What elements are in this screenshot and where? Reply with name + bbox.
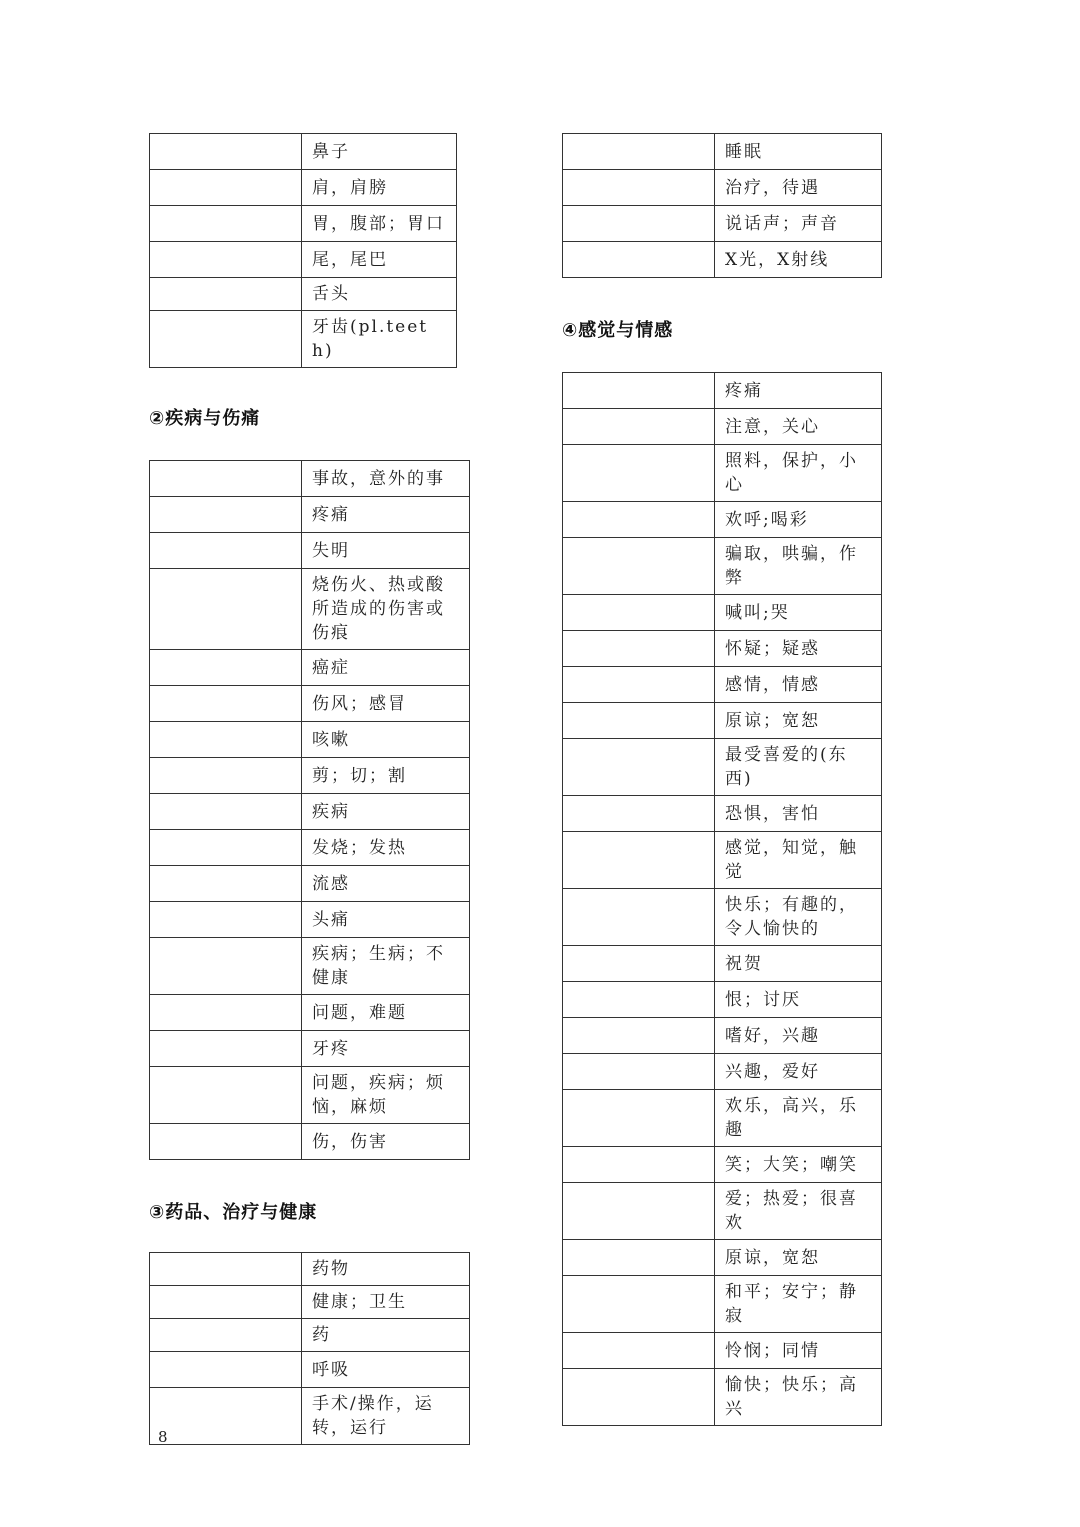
table-row bbox=[563, 1240, 882, 1276]
section-heading-illness: ②疾病与伤痛 bbox=[149, 408, 261, 429]
table-row bbox=[150, 1031, 470, 1067]
answer-cell[interactable] bbox=[150, 242, 302, 278]
answer-cell[interactable] bbox=[563, 1018, 715, 1054]
table-row bbox=[563, 982, 882, 1018]
answer-cell[interactable] bbox=[150, 134, 302, 170]
table-row bbox=[563, 538, 882, 595]
table-row bbox=[563, 703, 882, 739]
meaning-cell: 欢乐，高兴，乐趣 bbox=[715, 1090, 882, 1147]
answer-cell[interactable] bbox=[563, 1090, 715, 1147]
table-row bbox=[563, 502, 882, 538]
meaning-cell: 伤风；感冒 bbox=[302, 686, 470, 722]
table-row bbox=[563, 1018, 882, 1054]
answer-cell[interactable] bbox=[563, 1369, 715, 1426]
answer-cell[interactable] bbox=[563, 1183, 715, 1240]
answer-cell[interactable] bbox=[150, 1286, 302, 1319]
meaning-cell: 牙齿(pl.teeth) bbox=[302, 311, 457, 368]
table-row bbox=[563, 206, 882, 242]
answer-cell[interactable] bbox=[563, 667, 715, 703]
meaning-cell: 鼻子 bbox=[302, 134, 457, 170]
meaning-cell: 原谅，宽恕 bbox=[715, 1240, 882, 1276]
left-column bbox=[149, 133, 470, 1445]
meaning-cell: 尾，尾巴 bbox=[302, 242, 457, 278]
table-row bbox=[150, 902, 470, 938]
answer-cell[interactable] bbox=[563, 1147, 715, 1183]
answer-cell[interactable] bbox=[563, 1333, 715, 1369]
answer-cell[interactable] bbox=[563, 373, 715, 409]
meaning-cell: 药 bbox=[302, 1319, 470, 1352]
answer-cell[interactable] bbox=[150, 1124, 302, 1160]
answer-cell[interactable] bbox=[563, 409, 715, 445]
table-row bbox=[150, 938, 470, 995]
answer-cell[interactable] bbox=[563, 889, 715, 946]
meaning-cell: 照料，保护，小心 bbox=[715, 445, 882, 502]
table-row bbox=[150, 830, 470, 866]
answer-cell[interactable] bbox=[563, 445, 715, 502]
table-row bbox=[563, 409, 882, 445]
answer-cell[interactable] bbox=[150, 497, 302, 533]
meaning-cell: 恨；讨厌 bbox=[715, 982, 882, 1018]
meaning-cell: 舌头 bbox=[302, 278, 457, 311]
table-row bbox=[150, 311, 457, 368]
meaning-cell: 疼痛 bbox=[302, 497, 470, 533]
answer-cell[interactable] bbox=[563, 1054, 715, 1090]
meaning-cell: 健康；卫生 bbox=[302, 1286, 470, 1319]
vocab-table-medicine bbox=[149, 1252, 470, 1445]
table-row bbox=[563, 373, 882, 409]
answer-cell[interactable] bbox=[150, 650, 302, 686]
table-row bbox=[150, 722, 470, 758]
meaning-cell: 欢呼;喝彩 bbox=[715, 502, 882, 538]
answer-cell[interactable] bbox=[150, 758, 302, 794]
meaning-cell: 快乐；有趣的，令人愉快的 bbox=[715, 889, 882, 946]
answer-cell[interactable] bbox=[150, 1352, 302, 1388]
answer-cell[interactable] bbox=[150, 1067, 302, 1124]
vocab-table-medicine-cont bbox=[562, 133, 882, 278]
meaning-cell: 恐惧，害怕 bbox=[715, 796, 882, 832]
section-heading-medicine: ③药品、治疗与健康 bbox=[149, 1202, 318, 1223]
answer-cell[interactable] bbox=[150, 206, 302, 242]
table-row bbox=[563, 1333, 882, 1369]
table-row bbox=[563, 946, 882, 982]
table-row bbox=[563, 242, 882, 278]
meaning-cell: 伤，伤害 bbox=[302, 1124, 470, 1160]
table-row bbox=[150, 1319, 470, 1352]
table-row bbox=[563, 445, 882, 502]
answer-cell[interactable] bbox=[563, 538, 715, 595]
table-row bbox=[150, 650, 470, 686]
table-row bbox=[150, 134, 457, 170]
meaning-cell: 喊叫;哭 bbox=[715, 595, 882, 631]
table-row bbox=[150, 758, 470, 794]
answer-cell[interactable] bbox=[150, 794, 302, 830]
meaning-cell: 烧伤火、热或酸所造成的伤害或伤痕 bbox=[302, 569, 470, 650]
meaning-cell: 怀疑；疑惑 bbox=[715, 631, 882, 667]
meaning-cell: 胃，腹部；胃口 bbox=[302, 206, 457, 242]
meaning-cell: 头痛 bbox=[302, 902, 470, 938]
meaning-cell: 剪；切；割 bbox=[302, 758, 470, 794]
answer-cell[interactable] bbox=[150, 1031, 302, 1067]
meaning-cell: 怜悯；同情 bbox=[715, 1333, 882, 1369]
meaning-cell: 嗜好，兴趣 bbox=[715, 1018, 882, 1054]
meaning-cell: 问题，疾病；烦恼，麻烦 bbox=[302, 1067, 470, 1124]
answer-cell[interactable] bbox=[150, 311, 302, 368]
meaning-cell: 睡眠 bbox=[715, 134, 882, 170]
answer-cell[interactable] bbox=[563, 796, 715, 832]
meaning-cell: 呼吸 bbox=[302, 1352, 470, 1388]
table-row bbox=[563, 595, 882, 631]
answer-cell[interactable] bbox=[563, 832, 715, 889]
table-row bbox=[150, 569, 470, 650]
meaning-cell: 感觉，知觉，触觉 bbox=[715, 832, 882, 889]
table-row bbox=[563, 631, 882, 667]
table-row bbox=[563, 739, 882, 796]
meaning-cell: 疼痛 bbox=[715, 373, 882, 409]
meaning-cell: X光，X射线 bbox=[715, 242, 882, 278]
table-row bbox=[150, 533, 470, 569]
answer-cell[interactable] bbox=[563, 739, 715, 796]
answer-cell[interactable] bbox=[150, 569, 302, 650]
answer-cell[interactable] bbox=[563, 1276, 715, 1333]
meaning-cell: 手术/操作，运转，运行 bbox=[302, 1388, 470, 1445]
table-row bbox=[563, 889, 882, 946]
meaning-cell: 笑；大笑；嘲笑 bbox=[715, 1147, 882, 1183]
answer-cell[interactable] bbox=[150, 1388, 302, 1445]
table-row bbox=[563, 170, 882, 206]
answer-cell[interactable] bbox=[150, 722, 302, 758]
meaning-cell: 和平；安宁；静寂 bbox=[715, 1276, 882, 1333]
table-row bbox=[150, 170, 457, 206]
table-row bbox=[150, 1067, 470, 1124]
table-row bbox=[563, 1054, 882, 1090]
answer-cell[interactable] bbox=[563, 1240, 715, 1276]
meaning-cell: 癌症 bbox=[302, 650, 470, 686]
table-row bbox=[563, 1147, 882, 1183]
meaning-cell: 祝贺 bbox=[715, 946, 882, 982]
table-row bbox=[563, 1090, 882, 1147]
table-row bbox=[150, 1388, 470, 1445]
meaning-cell: 问题，难题 bbox=[302, 995, 470, 1031]
answer-cell[interactable] bbox=[563, 242, 715, 278]
meaning-cell: 最受喜爱的(东西) bbox=[715, 739, 882, 796]
answer-cell[interactable] bbox=[150, 278, 302, 311]
meaning-cell: 药物 bbox=[302, 1253, 470, 1286]
table-row bbox=[150, 461, 470, 497]
table-row bbox=[150, 278, 457, 311]
meaning-cell: 发烧；发热 bbox=[302, 830, 470, 866]
answer-cell[interactable] bbox=[150, 533, 302, 569]
answer-cell[interactable] bbox=[150, 461, 302, 497]
section-heading-feelings: ④感觉与情感 bbox=[562, 320, 674, 341]
vocab-table-feelings bbox=[562, 372, 882, 1426]
answer-cell[interactable] bbox=[150, 686, 302, 722]
answer-cell[interactable] bbox=[563, 502, 715, 538]
meaning-cell: 牙疼 bbox=[302, 1031, 470, 1067]
table-row bbox=[563, 667, 882, 703]
meaning-cell: 注意，关心 bbox=[715, 409, 882, 445]
table-row bbox=[150, 1352, 470, 1388]
table-row bbox=[563, 1183, 882, 1240]
answer-cell[interactable] bbox=[150, 995, 302, 1031]
meaning-cell: 失明 bbox=[302, 533, 470, 569]
meaning-cell: 疾病；生病；不健康 bbox=[302, 938, 470, 995]
table-row bbox=[150, 1124, 470, 1160]
meaning-cell: 骗取，哄骗，作弊 bbox=[715, 538, 882, 595]
meaning-cell: 肩，肩膀 bbox=[302, 170, 457, 206]
answer-cell[interactable] bbox=[150, 830, 302, 866]
table-row bbox=[150, 1253, 470, 1286]
table-row bbox=[150, 866, 470, 902]
table-row bbox=[563, 1276, 882, 1333]
vocab-table-body-parts bbox=[149, 133, 457, 368]
meaning-cell: 感情，情感 bbox=[715, 667, 882, 703]
answer-cell[interactable] bbox=[563, 170, 715, 206]
answer-cell[interactable] bbox=[563, 703, 715, 739]
answer-cell[interactable] bbox=[150, 902, 302, 938]
answer-cell[interactable] bbox=[563, 595, 715, 631]
table-row bbox=[150, 206, 457, 242]
meaning-cell: 治疗，待遇 bbox=[715, 170, 882, 206]
table-row bbox=[563, 134, 882, 170]
meaning-cell: 兴趣，爱好 bbox=[715, 1054, 882, 1090]
answer-cell[interactable] bbox=[150, 938, 302, 995]
answer-cell[interactable] bbox=[150, 170, 302, 206]
table-row bbox=[563, 1369, 882, 1426]
vocab-table-illness bbox=[149, 460, 470, 1160]
answer-cell[interactable] bbox=[150, 1253, 302, 1286]
meaning-cell: 原谅；宽恕 bbox=[715, 703, 882, 739]
meaning-cell: 说话声；声音 bbox=[715, 206, 882, 242]
table-row bbox=[563, 796, 882, 832]
answer-cell[interactable] bbox=[563, 134, 715, 170]
table-row bbox=[563, 832, 882, 889]
answer-cell[interactable] bbox=[563, 631, 715, 667]
page-number: 8 bbox=[158, 1428, 168, 1446]
meaning-cell: 流感 bbox=[302, 866, 470, 902]
answer-cell[interactable] bbox=[150, 866, 302, 902]
answer-cell[interactable] bbox=[150, 1319, 302, 1352]
answer-cell[interactable] bbox=[563, 946, 715, 982]
table-row bbox=[150, 242, 457, 278]
table-row bbox=[150, 995, 470, 1031]
meaning-cell: 咳嗽 bbox=[302, 722, 470, 758]
meaning-cell: 疾病 bbox=[302, 794, 470, 830]
table-row bbox=[150, 686, 470, 722]
answer-cell[interactable] bbox=[563, 206, 715, 242]
table-row bbox=[150, 1286, 470, 1319]
meaning-cell: 愉快；快乐；高兴 bbox=[715, 1369, 882, 1426]
answer-cell[interactable] bbox=[563, 982, 715, 1018]
right-column bbox=[562, 133, 882, 1426]
meaning-cell: 爱；热爱；很喜欢 bbox=[715, 1183, 882, 1240]
meaning-cell: 事故，意外的事 bbox=[302, 461, 470, 497]
table-row bbox=[150, 794, 470, 830]
table-row bbox=[150, 497, 470, 533]
